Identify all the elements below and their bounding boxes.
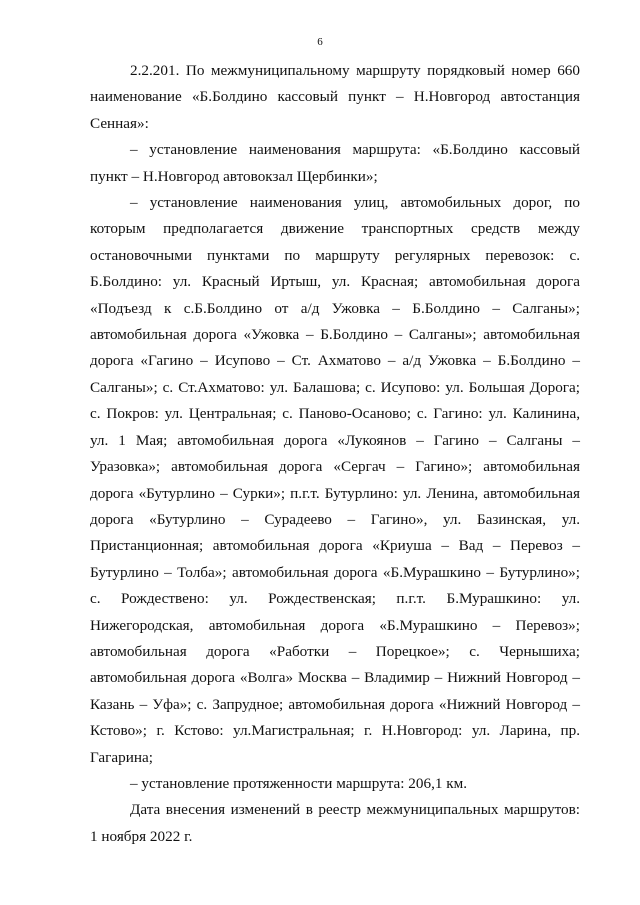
document-body [90,58,580,850]
paragraph-route-header: 2.2.201. По межмуниципальному маршруту порядковый номер 660 наименование «Б.Болдино кассовый пункт – Н.Новгород автостанция Сенная»: [90,62,580,132]
paragraph-route-length: – установление протяженности маршрута: 206,1 км. [130,774,468,792]
paragraph-route-name: – установление наименования маршрута: «Б.Болдино кассовый пункт – Н.Новгород автовокзал Щербинки»; [90,141,580,185]
paragraph-streets-roads: – установление наименования улиц, автомобильных дорог, по которым предполагается движение транспортных средств между остановочными пунктами по маршруту регулярных перевозок: с. Б.Болдино: ул. Красный Иртыш, ул. Красная; автомобильная дорога «Подъезд к с.Б.Болдино от а/д Ужовка – Б.Болдино – Салганы»; автомобильная дорога «Ужовка – Б.Болдино – Салганы»; автомобильная дорога «Гагино – Исупово – Ст. Ахматово – а/д Ужовка – Б.Болдино – Салганы»; с. Ст.Ахматово: ул. Балашова; с. Исупово: ул. Большая Дорога; с. Покров: ул. Центральная; с. Паново-Осаново; с. Гагино: ул. Калинина, ул. 1 Мая; автомобильная дорога «Лукоянов – Гагино – Салганы – Уразовка»; автомобильная дорога «Сергач – Гагино»; автомобильная дорога «Бутурлино – Сурки»; п.г.т. Бутурлино: ул. Ленина, автомобильная дорога «Бутурлино – Сурадеево – Гагино», ул. Базинская, ул. Пристанционная; автомобильная дорога «Криуша – Вад – Перевоз – Бутурлино – Толба»; автомобильная дорога «Б.Мурашкино – Бутурлино»; с. Рождествено: ул. Рождественская; п.г.т. Б.Мурашкино: ул. Нижегородская, автомобильная дорога «Б.Мурашкино – Перевоз»; автомобильная дорога «Работки – Порецкое»; с. Чернышиха; автомобильная дорога «Волга» Москва – Владимир – Нижний Новгород – Казань – Уфа»; с. Запрудное; автомобильная дорога «Нижний Новгород – Кстово»; г. Кстово: ул.Магистральная; г. Н.Новгород: ул. Ларина, пр. Гагарина; [90,194,580,766]
paragraph-registry-date: Дата внесения изменений в реестр межмуниципальных маршрутов: 1 ноября 2022 г. [90,801,580,845]
page-number: 6 [317,36,323,48]
